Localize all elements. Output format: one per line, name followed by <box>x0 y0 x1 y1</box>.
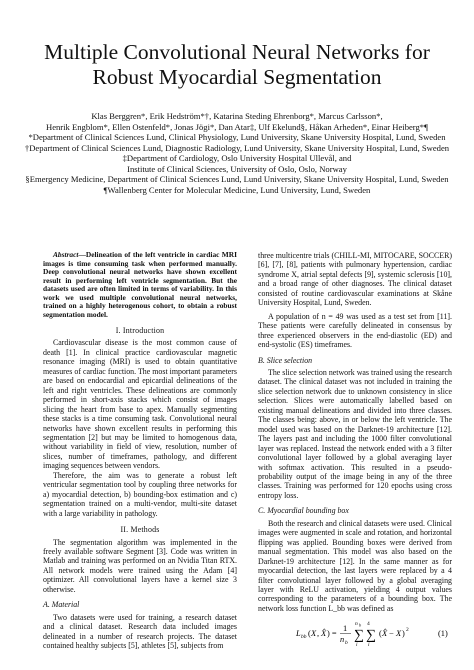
affiliation-line: ‡Department of Cardiology, Oslo University Hospital Ullevål, and <box>122 153 352 163</box>
abstract-body: Delineation of the left ventricle in cardiac MRI images is time consuming task when performed manually. Deep convolutional neural networks have shown excellent result in performing left ventricle segmentation. But the datasets used are often limited in terms of variability. In this work we used multiple convolutional neural networks, trained on a highly heterogenous cohort, to obtain a robust segmentation model. <box>43 250 237 319</box>
bounding-box-paragraph: Both the research and clinical datasets were used. Clinical images were augmented in scale and rotation, and horizontal flipping was applied. Bounding boxes were derived from manual segmentation. This model was also based on the Darknet-19 architecture [12]. In the same manner as for myocardial detection, the last layers were replaced by a 4 filter convolutional layer followed by a global averaging layer with ReLU activation, yielding 4 output values corresponding to the parameters of a bounding box. The network loss function L_bb was defined as <box>258 518 452 613</box>
material-paragraph-continued: three multicentre trials (CHILL-MI, MITOCARE, SOCCER) [6], [7], [8], patients with pulmonary hypertension, cardiac syndrome X, atrial septal defects [9], systemic sclerosis [10], and a broad range of other diagnoses. The clinical dataset consisted of routine cardiovascular examinations at Skåne University Hospital, Lund, Sweden. <box>258 251 452 308</box>
right-column <box>258 251 452 649</box>
svg-text:∑: ∑ <box>366 628 376 644</box>
section-heading-methods: II. Methods <box>120 525 160 535</box>
svg-text:b: b <box>345 640 348 647</box>
affiliation-line: †Department of Clinical Sciences Lund, Diagnostic Radiology, Lund University, Skane University Hospital, Lund, Sweden <box>24 142 450 153</box>
abstract-lead: Abstract— <box>53 250 86 259</box>
svg-text:i: i <box>368 642 370 649</box>
affiliation-line: Institute of Clinical Sciences, University of Oslo, Oslo, Norway <box>127 163 347 174</box>
equation-number: (1) <box>438 629 448 639</box>
svg-text:L: L <box>296 629 301 639</box>
svg-text:bb: bb <box>301 634 307 641</box>
svg-text:4: 4 <box>367 621 370 628</box>
svg-text:−: − <box>389 629 394 639</box>
affiliation-line: ¶Wallenberg Center for Molecular Medicine, Lund University, Lund, Sweden <box>103 184 371 195</box>
intro-paragraph: Therefore, the aim was to generate a robust left ventricular segmentation tool by coupling three networks for a) myocardial detection, b) bounding-box estimation and c) segmentation trained on a multi-vendor, multi-site dataset with a large variability in pathology. <box>43 470 237 518</box>
svg-text:(: ( <box>308 629 311 639</box>
author-line: Klas Berggren*, Erik Hedström*†, Katarina Steding Ehrenborg*, Marcus Carlsson*, <box>91 111 383 121</box>
affiliation-line: *Department of Clinical Sciences Lund, Clinical Physiology, Lund University, Skane University Hospital, Lund, Sweden <box>28 132 446 142</box>
svg-text:2: 2 <box>406 627 409 634</box>
paper-title <box>20 40 454 90</box>
subsection-heading-slice-selection: B. Slice selection <box>258 355 313 365</box>
svg-text:n: n <box>340 635 345 645</box>
methods-paragraph: The segmentation algorithm was implemented in the freely available software Segment [3]. Code was written in Matlab and training was performed on an Nvidia Titan RTX. All network models were trained using the Adam [4] optimizer. All convolutional layers have a kernel size 3 otherwise. <box>43 537 237 594</box>
svg-text:i: i <box>356 642 358 649</box>
loss-equation-formula <box>258 619 452 649</box>
svg-text:): ) <box>402 629 405 639</box>
svg-text:X: X <box>396 629 402 639</box>
svg-text:b: b <box>359 622 362 628</box>
affiliation-line: §Emergency Medicine, Department of Clinical Sciences Lund, Lund University, Skane University Hospital, Lund, Sweden <box>25 174 449 184</box>
svg-text:1: 1 <box>343 624 348 634</box>
subsection-heading-material: A. Material <box>43 600 80 610</box>
subsection-heading-bounding-box: C. Myocardial bounding box <box>258 506 349 516</box>
svg-text:X̂: X̂ <box>382 629 388 639</box>
title-line-2: Robust Myocardial Segmentation <box>92 65 382 89</box>
author-block <box>12 111 462 195</box>
author-line: Henrik Engblom*, Ellen Ostenfeld*, Jonas Jögi*, Dan Atar‡, Ulf Ekelund§, Håkan Arheden*, Einar Heiberg*¶ <box>45 121 428 132</box>
svg-text:∑: ∑ <box>354 628 364 644</box>
slice-selection-paragraph: The slice selection network was trained using the research dataset. The clinical dataset was not included in training the slice selection network due to unknown consistency in slice selection. Slices were automatically labelled based on existing manual delineations and divided into three classes. The classes being: above, in or below the left ventricle. The model used was based on the Darknet-19 architecture [12]. The layers past and including the 1000 filter convolutional layer was replaced. Instead the network ended with a 3 filter convolutional layer followed by a global averaging layer with softmax activation. This resulted in a pseudo-probability output of the image being in any of the three classes. Training was performed for 120 epochs using cross entropy loss. <box>258 367 452 500</box>
abstract <box>43 251 237 319</box>
svg-text:) =: ) = <box>327 629 337 639</box>
intro-paragraph: Cardiovascular disease is the most common cause of death [1]. In clinical practice cardiovascular magnetic resonance imaging (MRI) is used to obtain quantitative measures of cardiac function. The most important parameters are based on endocardial and epicardial delineations of the left and right ventricles. These delineations are commonly performed in short-axis stacks which consist of images slicing the heart from base to apex. Manually segmenting these stacks is a time consuming task. Convolutional neural networks have shown excellent results in performing this segmentation [2] but may be limited to homogenous data, without variability in field of view, resolution, number of slices, number of timeframes, pathology, and different imaging sequences between vendors. <box>43 338 237 471</box>
section-heading-introduction: I. Introduction <box>115 326 165 335</box>
svg-text:(: ( <box>379 629 382 639</box>
svg-text:,: , <box>317 629 320 639</box>
population-paragraph: A population of n = 49 was used as a test set from [11]. These patients were carefully delineated in consensus by three experienced observers in the end-diastolic (ED) and end-systolic (ES) timeframes. <box>258 311 452 350</box>
title-line-1: Multiple Convolutional Neural Networks for <box>44 40 430 64</box>
svg-text:X̂: X̂ <box>321 629 327 639</box>
loss-equation <box>258 619 452 649</box>
left-column <box>43 251 237 651</box>
material-paragraph: Two datasets were used for training, a research dataset and a clinical dataset. Research data included images delineated in a number of research projects. The dataset contained healthy subjects [5], athletes [5], subjects from <box>43 612 237 651</box>
svg-text:n: n <box>355 621 358 628</box>
svg-text:X: X <box>311 629 317 639</box>
